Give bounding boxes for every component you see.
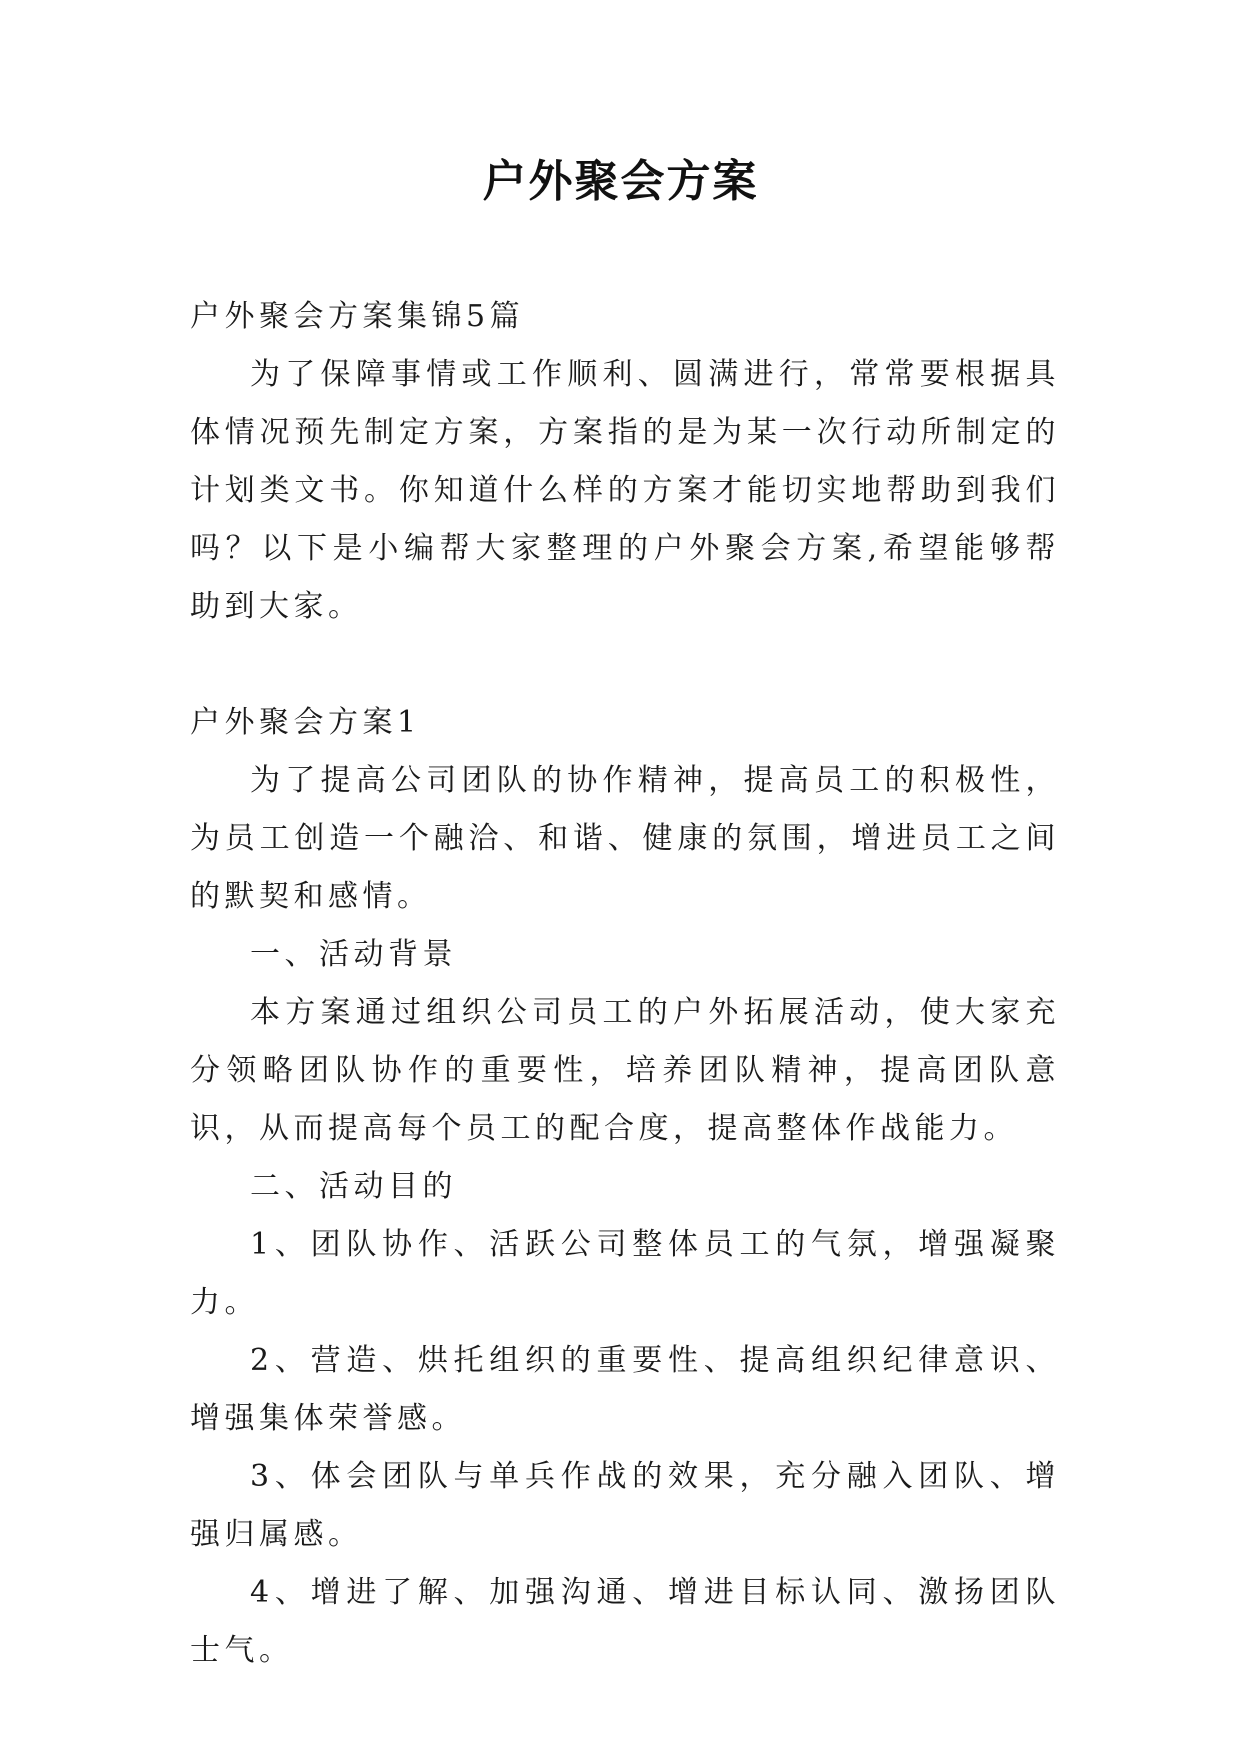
part1-paragraph: 本方案通过组织公司员工的户外拓展活动，使大家充分领略团队协作的重要性，培养团队精神，提高团队意识，从而提高每个员工的配合度，提高整体作战能力。 xyxy=(190,995,1060,1146)
intro-paragraph: 为了保障事情或工作顺利、圆满进行，常常要根据具体情况预先制定方案，方案指的是为某一次行动所制定的计划类文书。你知道什么样的方案才能切实地帮助到我们吗？以下是小编帮大家整理的户外聚会方案,希望能够帮助到大家。 xyxy=(190,357,1060,624)
goal-item-2: 2、营造、烘托组织的重要性、提高组织纪律意识、增强集体荣誉感。 xyxy=(190,1343,1060,1436)
document-title: 户外聚会方案 xyxy=(482,156,759,207)
section-intro-paragraph: 为了提高公司团队的协作精神，提高员工的积极性，为员工创造一个融洽、和谐、健康的氛围，增进员工之间的默契和感情。 xyxy=(190,763,1060,914)
part2-heading: 二、活动目的 xyxy=(250,1169,457,1204)
goal-item-3: 3、体会团队与单兵作战的效果，充分融入团队、增强归属感。 xyxy=(190,1459,1060,1552)
goal-item-4: 4、增进了解、加强沟通、增进目标认同、激扬团队士气。 xyxy=(190,1575,1060,1668)
document-body xyxy=(190,288,1060,1680)
goal-item-1: 1、团队协作、活跃公司整体员工的气氛，增强凝聚力。 xyxy=(190,1227,1060,1320)
part1-heading: 一、活动背景 xyxy=(250,937,457,972)
paragraph-gap xyxy=(190,636,1060,694)
document-subtitle: 户外聚会方案集锦5篇 xyxy=(190,299,525,334)
section-heading: 户外聚会方案1 xyxy=(190,705,421,740)
